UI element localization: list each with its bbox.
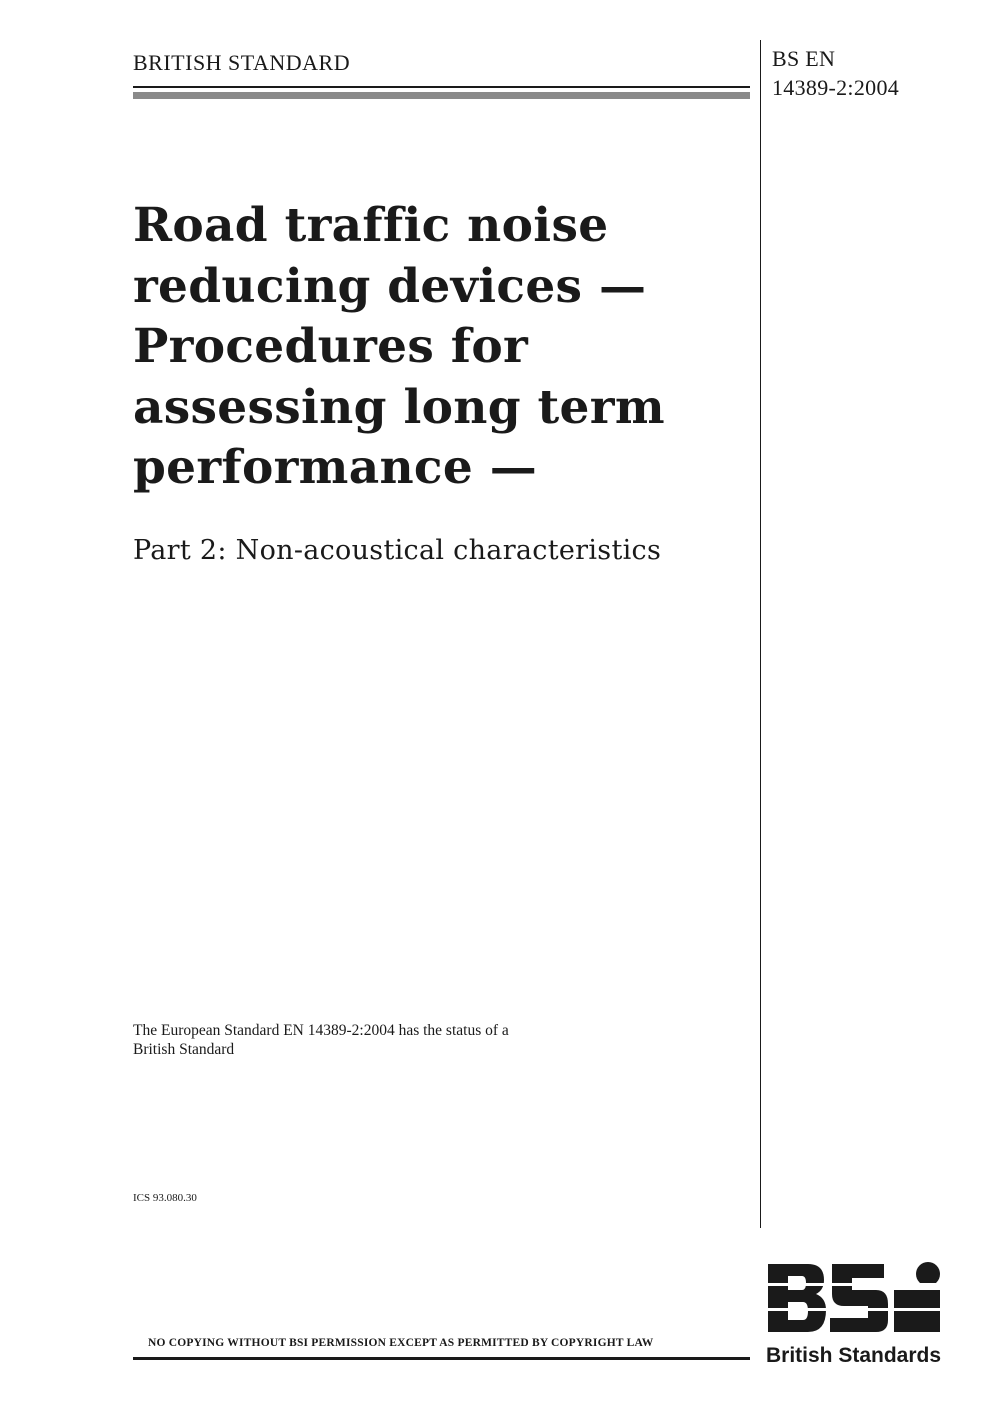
document-number-prefix: BS EN (772, 46, 836, 71)
column-divider (760, 40, 761, 1228)
copyright-notice: NO COPYING WITHOUT BSI PERMISSION EXCEPT AS PERMITTED BY COPYRIGHT LAW (148, 1337, 654, 1349)
header-rule-thin (133, 86, 750, 88)
document-number (772, 44, 899, 102)
ics-code: ICS 93.080.30 (133, 1192, 197, 1204)
document-number-code: 14389-2:2004 (772, 75, 900, 100)
status-line: The European Standard EN 14389-2:2004 has the status of a (133, 1022, 509, 1039)
status-statement (133, 1021, 509, 1059)
header-rule-thick (133, 92, 750, 99)
footer-rule (133, 1357, 750, 1360)
document-title (133, 196, 753, 499)
title-line: Road traffic noise (133, 198, 609, 253)
bsi-wordmark: British Standards (766, 1344, 942, 1367)
title-line: reducing devices — (133, 258, 647, 314)
title-line: performance — (133, 440, 537, 495)
title-line: assessing long term (133, 379, 665, 435)
document-subtitle: Part 2: Non-acoustical characteristics (133, 535, 662, 566)
status-line: British Standard (133, 1041, 235, 1058)
bsi-logo (766, 1262, 946, 1370)
title-line: Procedures for (133, 319, 529, 374)
standard-type-label: BRITISH STANDARD (133, 50, 351, 75)
